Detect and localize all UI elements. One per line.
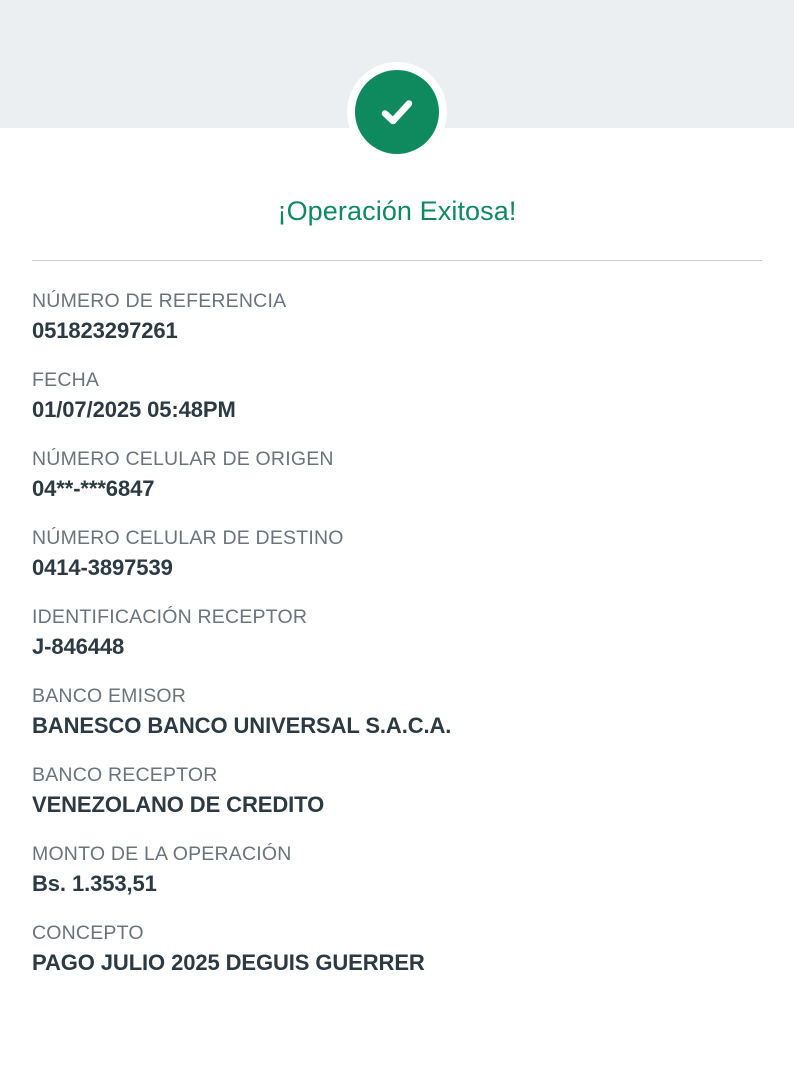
field-value: 04**-***6847 xyxy=(32,476,155,502)
receipt-field xyxy=(32,288,762,346)
check-circle-icon xyxy=(355,70,439,154)
receipt-field-list xyxy=(32,288,762,978)
receipt-field xyxy=(32,446,762,504)
field-value: BANESCO BANCO UNIVERSAL S.A.C.A. xyxy=(32,713,452,739)
field-label: CONCEPTO xyxy=(32,922,144,944)
field-label: NÚMERO CELULAR DE DESTINO xyxy=(32,527,344,549)
divider xyxy=(32,260,762,261)
receipt-field xyxy=(32,841,762,899)
field-label: BANCO RECEPTOR xyxy=(32,764,218,786)
receipt-field xyxy=(32,683,762,741)
receipt-field xyxy=(32,604,762,662)
receipt-field xyxy=(32,920,762,978)
field-value: VENEZOLANO DE CREDITO xyxy=(32,792,325,818)
field-label: NÚMERO DE REFERENCIA xyxy=(32,290,287,312)
field-label: FECHA xyxy=(32,369,100,391)
success-badge xyxy=(0,62,794,162)
field-label: NÚMERO CELULAR DE ORIGEN xyxy=(32,448,334,470)
field-value: 01/07/2025 05:48PM xyxy=(32,397,236,423)
field-label: BANCO EMISOR xyxy=(32,685,187,707)
field-label: IDENTIFICACIÓN RECEPTOR xyxy=(32,606,308,628)
page-title: ¡Operación Exitosa! xyxy=(277,196,517,226)
receipt-field xyxy=(32,525,762,583)
field-value: J-846448 xyxy=(32,634,125,660)
field-value: 0414-3897539 xyxy=(32,555,173,581)
success-badge-ring xyxy=(347,62,447,162)
receipt-field xyxy=(32,367,762,425)
field-label: MONTO DE LA OPERACIÓN xyxy=(32,843,292,865)
receipt-field xyxy=(32,762,762,820)
field-value: PAGO JULIO 2025 DEGUIS GUERRER xyxy=(32,950,425,976)
field-value: Bs. 1.353,51 xyxy=(32,871,157,897)
field-value: 051823297261 xyxy=(32,318,178,344)
